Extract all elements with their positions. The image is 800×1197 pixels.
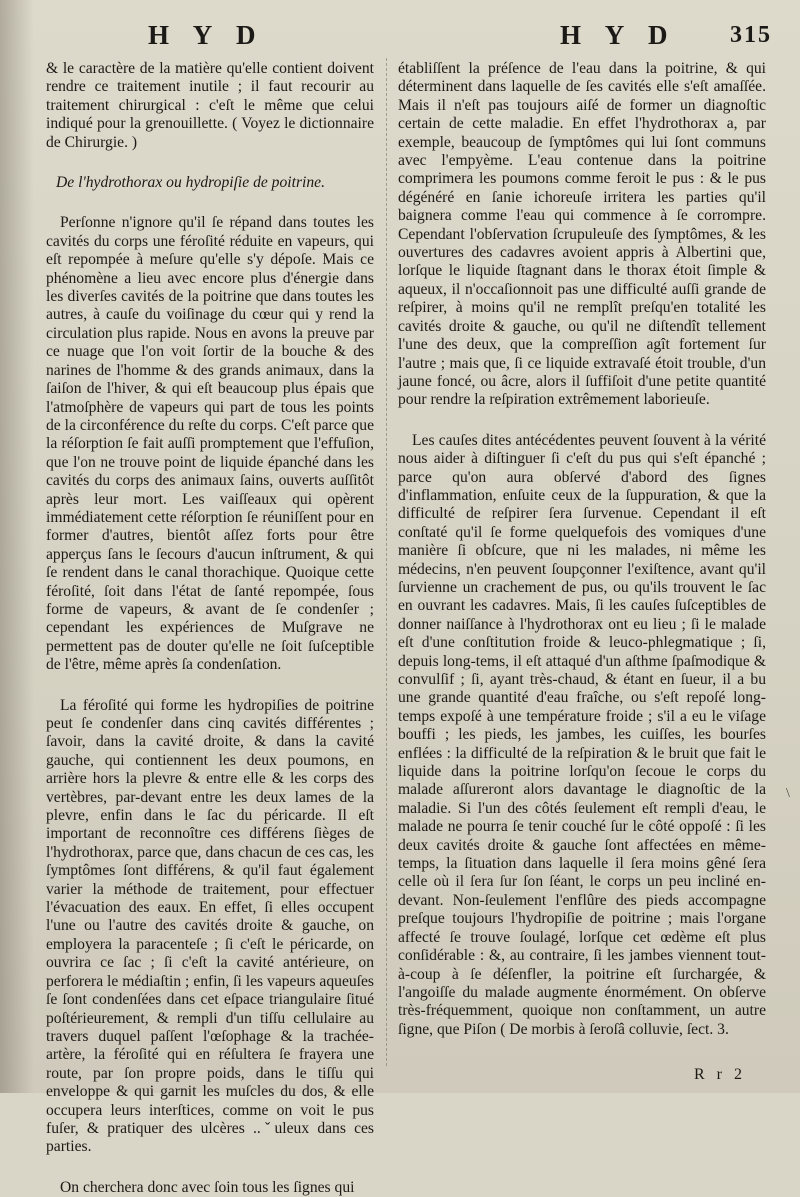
page-gutter-shadow [0, 0, 34, 1093]
right-paragraph-1: établiſſent la préſence de l'eau dans la poitrine, & qui déterminent dans laquelle de ſes cavités elle s'eſt amaſſée. Mais il n'eſt pas toujours aiſé de former un diagnoſtic certain de cette maladie. En effet l'hydrothorax a, par exemple, beaucoup de ſymptômes qui lui ſont communs avec l'empyème. L'eau contenue dans la poitrine comprimera les poumons comme feroit le pus : & le pus dégénéré en ſanie ichoreuſe irritera les parties qu'il baignera comme l'eau qui commence à ſe corrompre. Cependant l'obſervation ſcrupuleuſe des ſymptômes, & les ouvertures des cadavres avoient appris à Albertini que, lorſque le liquide ſtagnant dans le thorax étoit ſimple & aqueux, il n'occaſionnoit pas une difficulté auſſi grande de reſpirer, à moins qu'il ne remplît preſqu'en totalité les cavités droite & gauche, ou qu'il ne diſtendît tellement l'une des deux, que la compreſſion agît fortement ſur l'autre ; mais que, ſi ce liquide extravaſé étoit trouble, d'un jaune foncé, ou âcre, alors il ſuffiſoit d'une petite quantité pour rendre la reſpiration extrêmement laborieuſe. [398, 60, 766, 409]
section-title: De l'hydrothorax ou hydropiſie de poitrine. [56, 174, 325, 192]
column-divider [386, 58, 387, 1068]
left-paragraph-2: Perſonne n'ignore qu'il ſe répand dans toutes les cavités du corps une féroſité réduite en vapeurs, qui eſt repompée à meſure qu'elle s'y dépoſe. Mais ce phénomène a lieu avec encore plus d'énergie dans les diverſes cavités de la poitrine que dans toutes les autres, à cauſe du voiſinage du cœur qui y rend la circulation plus rapide. Nous en avons la preuve par ce nuage que l'on voit ſortir de la bouche & des narines de l'homme & des grands animaux, dans la ſaiſon de l'hiver, & qui eſt beaucoup plus épais que l'atmoſphère de vapeurs qui part de tous les points de la circonférence du reſte du corps. C'eſt parce que la réſorption ſe fait auſſi promptement que l'effuſion, que l'on ne trouve point de liquide épanché dans les cavités du corps des animaux ſains, ouverts auſſitôt après leur mort. Les vaiſſeaux qui opèrent immédiatement cette réſorption ſe réuniſſent pour en former d'autres, bientôt aſſez forts pour être apperçus ſans le ſecours d'aucun inſtrument, & qui ſe rendent dans le canal thorachique. Quoique cette féroſité, ſoit dans l'état de ſanté repompée, ſous forme de vapeurs, & avant de ſe condenſer ; cependant les expériences de Muſgrave ne permettent pas de douter qu'elle ne ſoit ſuſceptible de l'être, même après ſa condenſation. [46, 214, 374, 674]
signature-mark: R r 2 [694, 1066, 746, 1083]
page-number: 315 [730, 22, 772, 48]
running-head-left: H Y D [148, 20, 265, 50]
left-column [46, 60, 374, 1197]
margin-mark: \ [786, 786, 790, 801]
right-paragraph-2: Les cauſes dites antécédentes peuvent ſouvent à la vérité nous aider à diſtinguer ſi c'eſt du pus qui s'eſt épanché ; parce qu'on aura obſervé d'abord des ſignes d'inflammation, enſuite ceux de la ſuppuration, & que la difficulté de reſpirer ſera ſurvenue. Cependant il eſt conſtaté qu'il ſe forme quelquefois des vomiques d'une manière ſi obſcure, que ni les malades, ni même les médecins, n'en peuvent ſoupçonner l'exiſtence, avant qu'il ſurvienne un crachement de pus, ou qu'ils trouvent le ſac en ouvrant les cadavres. Mais, ſi les cauſes ſuſceptibles de donner naiſſance à l'hydrothorax ont eu lieu ; ſi le malade eſt d'une conſtitution froide & leuco-phlegmatique ; ſi, depuis long-tems, il eſt attaqué d'un aſthme ſpaſmodique & convulſif ; ſi, ayant très-chaud, & étant en ſueur, il a bu une grande quantité d'eau fraîche, ou s'eſt repoſé long-temps expoſé à une température froide ; s'il a eu le viſage bouffi ; les pieds, les jambes, les cuiſſes, les bourſes enflées : la difficulté de la reſpiration & le bruit que fait le liquide dans la poitrine lorſqu'on ſecoue le corps du malade aſſureront alors davantage le diagnoſtic de la maladie. Si l'un des côtés ſeulement eſt rempli d'eau, le malade ne pourra ſe tenir couché ſur le côté oppoſé : ſi les deux cavités droite & gauche ſont affectées en même-temps, la ſituation dans laquelle il ſera moins gêné ſera celle où il ſera ſur ſon ſéant, le corps un peu incliné en-devant. Non-ſeulement l'enflûre des pieds accompagne preſque toujours l'hydropiſie de poitrine ; mais l'organe affecté ſe trouve ſoulagé, lorſque cet œdème eſt plus conſidérable : &, au contraire, ſi les jambes viennent tout-à-coup à ſe déſenfler, la poitrine eſt ſurchargée, & l'angoiſſe du malade augmente énormément. On obſerve très-fréquemment, quoique non conſtamment, un autre ſigne, que Piſon ( De morbis à ſeroſâ colluvie, ſect. 3. [398, 431, 766, 1038]
running-head-right: H Y D [560, 20, 677, 50]
left-paragraph-3: La féroſité qui forme les hydropiſies de poitrine peut ſe condenſer dans cinq cavités différentes ; ſavoir, dans la cavité droite, & dans la cavité gauche, qui contiennent les deux poumons, en arrière hors la plevre & entre elle & les corps des vertèbres, par-devant entre les deux lames de la plevre, enfin dans le ſac du péricarde. Il eſt important de reconnoître ces différens ſièges de l'hydrothorax, parce que, dans chacun de ces cas, les ſymptômes ſont différens, & qu'il faut également varier la méthode de traitement, pour effectuer l'évacuation des eaux. En effet, ſi elles occupent l'une ou l'autre des cavités droite & gauche, on employera la paracenteſe ; ſi c'eſt le péricarde, on ouvrira ce ſac ; ſi c'eſt la cavité antérieure, on perforera le médiaſtin ; enfin, ſi les vapeurs aqueuſes ſe ſont condenſées dans cet eſpace triangulaire ſitué poſtérieurement, & rempli d'un tiſſu cellulaire au travers duquel paſſent l'œſophage & la trachée-artère, la féroſité qui en réſultera ſe frayera une route, par ſon propre poids, dans le tiſſu qui enveloppe & qui garnit les muſcles du dos, & elle occupera leurs interſtices, comme on voit le pus fuſer, & pratiquer des ulcères ..ˇuleux dans ces parties. [46, 696, 374, 1156]
left-paragraph-4: On cherchera donc avec ſoin tous les ſignes qui [60, 1178, 355, 1196]
right-column [398, 60, 766, 1039]
left-paragraph-1: & le caractère de la matière qu'elle contient doivent rendre ce traitement inutile ; il faut recourir au traitement chirurgical : c'eſt le même que celui indiqué pour la grenouillette. ( Voyez le dictionnaire de Chirurgie. ) [46, 60, 374, 151]
